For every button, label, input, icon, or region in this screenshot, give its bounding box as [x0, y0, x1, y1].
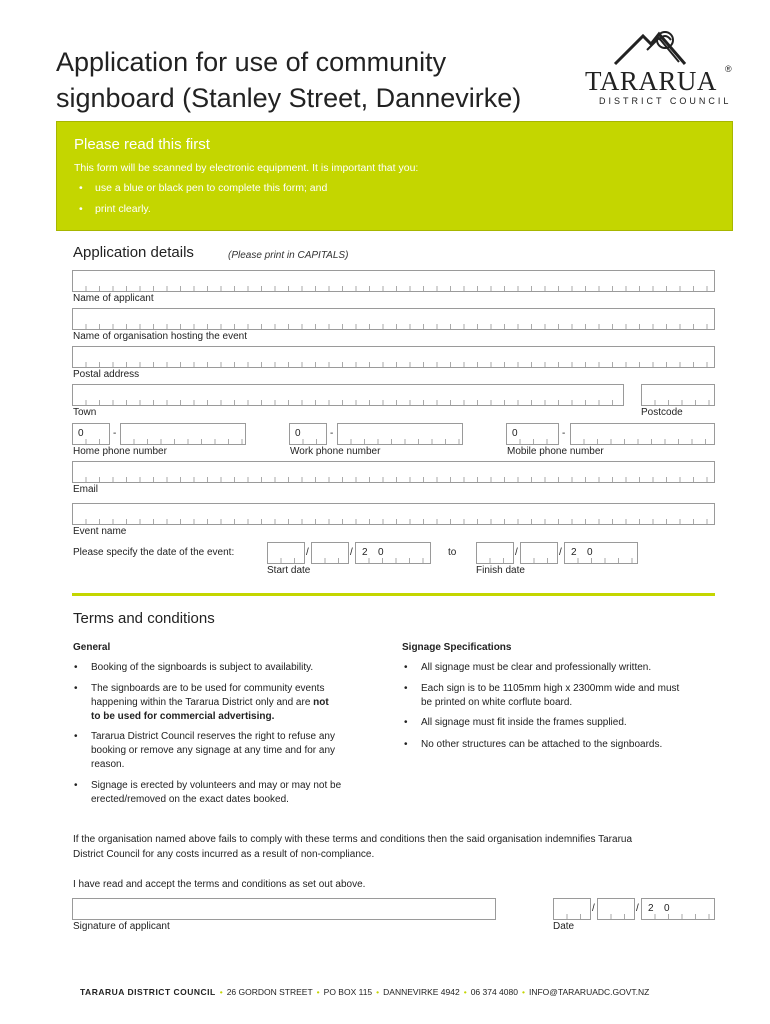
mobile-phone-input[interactable]: [570, 423, 715, 445]
date-slash: /: [350, 547, 353, 558]
bullet-icon: •: [74, 780, 78, 791]
applicant-name-label: Name of applicant: [73, 293, 154, 304]
bullet-icon: •: [74, 731, 78, 742]
home-phone-dash: -: [113, 428, 117, 439]
capitals-note: (Please print in CAPITALS): [228, 250, 349, 261]
bullet-icon: •: [404, 739, 408, 750]
start-month-input[interactable]: [311, 542, 349, 564]
footer-town: DANNEVIRKE 4942: [383, 987, 460, 997]
terms-heading: Terms and conditions: [73, 610, 215, 627]
work-phone-prefix: 0: [295, 428, 301, 439]
postcode-input[interactable]: [641, 384, 715, 406]
home-phone-input[interactable]: [120, 423, 246, 445]
date-slash: /: [306, 547, 309, 558]
date-slash: /: [559, 547, 562, 558]
date-label: Date: [553, 921, 575, 932]
work-phone-label: Work phone number: [290, 446, 381, 457]
date-slash: /: [636, 903, 639, 914]
notice-bullet-2: • print clearly.: [79, 203, 151, 215]
date-slash: /: [515, 547, 518, 558]
postal-address-label: Postal address: [73, 369, 140, 380]
bullet-icon: •: [74, 662, 78, 673]
footer: TARARUA DISTRICT COUNCIL • 26 GORDON STREET • PO BOX 115 • DANNEVIRKE 4942 • 06 374 4080 • INFO@TARARUADC.GOVT.NZ: [80, 987, 650, 997]
to-label: to: [448, 547, 457, 558]
finish-month-input[interactable]: [520, 542, 558, 564]
postcode-label: Postcode: [641, 407, 683, 418]
bullet-icon: •: [79, 203, 83, 215]
page-title: [56, 44, 556, 116]
work-phone-dash: -: [330, 428, 334, 439]
footer-org: TARARUA DISTRICT COUNCIL: [80, 987, 216, 997]
general-item-3: • Tararua District Council reserves the right to refuse any booking or remove any signage at any time and for any reason.: [74, 731, 336, 770]
organisation-label: Name of organisation hosting the event: [73, 331, 247, 342]
home-phone-prefix: 0: [78, 428, 84, 439]
registered-mark: ®: [725, 64, 732, 74]
work-phone-input[interactable]: [337, 423, 463, 445]
organisation-input[interactable]: [72, 308, 715, 330]
year-digit: 0: [664, 903, 670, 914]
year-digit: 2: [362, 547, 368, 558]
year-digit: 2: [648, 903, 654, 914]
postal-address-input[interactable]: [72, 346, 715, 368]
logo-wordmark: TARARUA: [585, 66, 717, 96]
town-label: Town: [73, 407, 97, 418]
sign-day-input[interactable]: [553, 898, 591, 920]
signage-item-1: • All signage must be clear and professionally written.: [404, 662, 652, 673]
signature-label: Signature of applicant: [73, 921, 170, 932]
finish-day-input[interactable]: [476, 542, 514, 564]
year-digit: 0: [587, 547, 593, 558]
event-name-input[interactable]: [72, 503, 715, 525]
mobile-phone-label: Mobile phone number: [507, 446, 604, 457]
bullet-icon: •: [79, 182, 83, 194]
sign-month-input[interactable]: [597, 898, 635, 920]
notice-panel: [56, 121, 733, 231]
start-day-input[interactable]: [267, 542, 305, 564]
footer-email[interactable]: INFO@TARARUADC.GOVT.NZ: [528, 987, 650, 997]
general-item-1: • Booking of the signboards is subject to availability.: [74, 662, 314, 673]
signage-item-2: • Each sign is to be 1105mm high x 2300mm wide and must be printed on white corflute board.: [404, 683, 680, 708]
notice-heading: Please read this first: [74, 136, 210, 153]
date-slash: /: [592, 903, 595, 914]
bullet-icon: •: [404, 683, 408, 694]
applicant-name-input[interactable]: [72, 270, 715, 292]
notice-bullet-1: • use a blue or black pen to complete this form; and: [79, 182, 328, 194]
year-digit: 0: [378, 547, 384, 558]
footer-phone: 06 374 4080: [470, 987, 518, 997]
bullet-icon: •: [404, 717, 408, 728]
signage-item-4: • No other structures can be attached to the signboards.: [404, 739, 663, 750]
home-phone-label: Home phone number: [73, 446, 167, 457]
finish-date-label: Finish date: [476, 565, 525, 576]
date-prompt: Please specify the date of the event:: [73, 547, 235, 558]
event-name-label: Event name: [73, 526, 127, 537]
indemnity-text: If the organisation named above fails to comply with these terms and conditions then the said organisation indemnifies Tararua District Council for any costs incurred as a result of non-compliance.: [73, 834, 633, 860]
council-logo: [585, 26, 735, 112]
title-line-1: Application for use of community: [56, 47, 447, 77]
general-heading: General: [73, 642, 111, 653]
town-input[interactable]: [72, 384, 624, 406]
year-digit: 2: [571, 547, 577, 558]
start-date-label: Start date: [267, 565, 311, 576]
notice-intro: This form will be scanned by electronic equipment. It is important that you:: [74, 162, 419, 174]
accept-statement: I have read and accept the terms and conditions as set out above.: [73, 879, 366, 890]
footer-address: 26 GORDON STREET: [226, 987, 313, 997]
general-item-4: • Signage is erected by volunteers and may or may not be erected/removed on the exact dates booked.: [74, 780, 342, 805]
section-divider: [72, 593, 715, 596]
email-input[interactable]: [72, 461, 715, 483]
signage-item-3: • All signage must fit inside the frames supplied.: [404, 717, 627, 728]
bullet-icon: •: [74, 683, 78, 694]
mountain-logo-icon: [585, 26, 735, 68]
footer-pobox: PO BOX 115: [323, 987, 373, 997]
signage-heading: Signage Specifications: [402, 642, 512, 653]
general-item-2: • The signboards are to be used for community events happening within the Tararua District only and are not to be used for commercial advertising.: [74, 683, 329, 722]
mobile-phone-prefix: 0: [512, 428, 518, 439]
logo-subtitle: DISTRICT COUNCIL: [599, 96, 732, 106]
bullet-icon: •: [404, 662, 408, 673]
mobile-phone-dash: -: [562, 428, 566, 439]
application-heading: Application details: [73, 244, 194, 261]
email-label: Email: [73, 484, 99, 495]
title-line-2: signboard (Stanley Street, Dannevirke): [56, 83, 522, 113]
signature-input[interactable]: [72, 898, 496, 920]
